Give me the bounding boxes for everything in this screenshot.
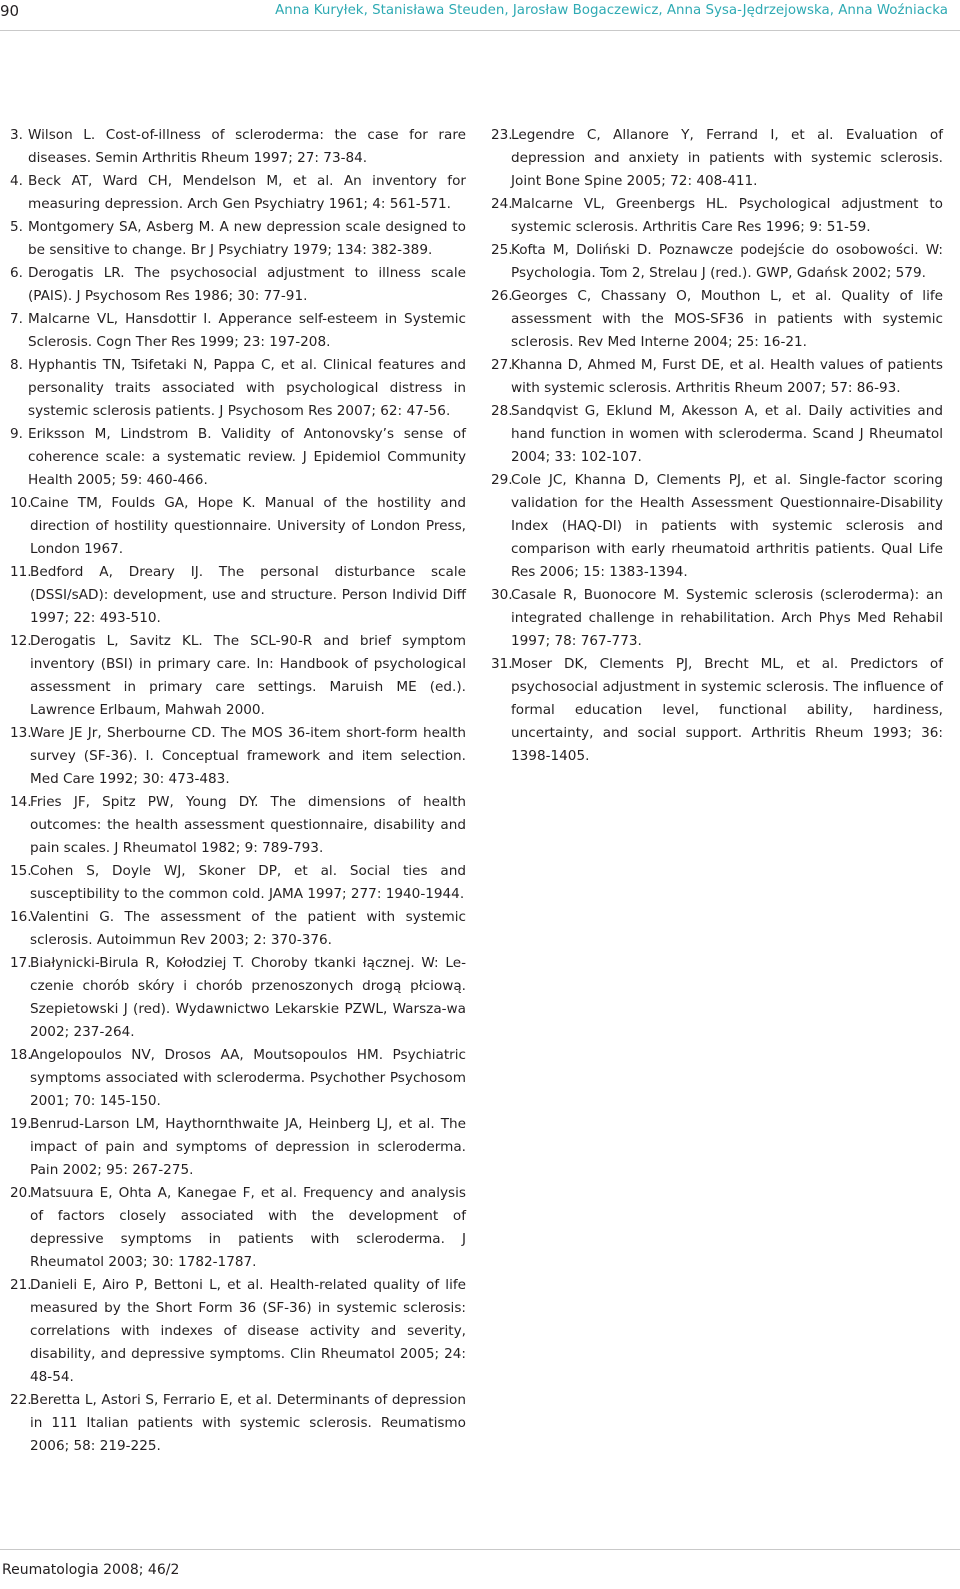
reference-number: 4.: [10, 173, 23, 189]
reference-number: 11.: [10, 564, 32, 580]
reference-number: 10.: [10, 495, 32, 511]
reference-number: 5.: [10, 219, 23, 235]
reference-text: Casale R, Buonocore M. Systemic sclerosis (scleroderma): an integrated challenge in rehabilitation. Arch Phys Med Rehabil 1997; 78: 767-773.: [511, 587, 943, 649]
reference-item: [491, 124, 943, 193]
reference-number: 31.: [491, 656, 513, 672]
reference-item: [10, 1274, 466, 1389]
reference-text: Beck AT, Ward CH, Mendelson M, et al. An inventory for measuring depression. Arch Gen Psychiatry 1961; 4: 561-571.: [28, 173, 466, 212]
reference-text: Bedford A, Dreary IJ. The personal disturbance scale (DSSI/sAD): development, use and structure. Person Individ Diff 1997; 22: 493-510.: [30, 564, 466, 626]
reference-number: 7.: [10, 311, 23, 327]
reference-item: [10, 860, 466, 906]
reference-number: 21.: [10, 1277, 32, 1293]
reference-number: 6.: [10, 265, 23, 281]
reference-number: 29.: [491, 472, 513, 488]
reference-text: Legendre C, Allanore Y, Ferrand I, et al. Evaluation of depression and anxiety in patients with systemic sclerosis. Joint Bone Spine 2005; 72: 408-411.: [511, 127, 943, 189]
reference-item: [10, 722, 466, 791]
reference-number: 23.: [491, 127, 513, 143]
reference-item: [491, 400, 943, 469]
reference-number: 24.: [491, 196, 513, 212]
reference-number: 16.: [10, 909, 32, 925]
reference-item: [491, 584, 943, 653]
reference-text: Derogatis LR. The psychosocial adjustment to illness scale (PAIS). J Psychosom Res 1986; 30: 77-91.: [28, 265, 466, 304]
reference-item: [491, 285, 943, 354]
reference-text: Caine TM, Foulds GA, Hope K. Manual of the hostility and direction of hostility questionnaire. University of London Press, London 1967.: [30, 495, 466, 557]
reference-text: Matsuura E, Ohta A, Kanegae F, et al. Frequency and analysis of factors closely associated with the development of depressive symptoms in patients with scleroderma. J Rheumatol 2003; 30: 1782-1787.: [30, 1185, 466, 1270]
page-number: 90: [0, 2, 20, 20]
running-head-authors: Anna Kuryłek, Stanisława Steuden, Jarosław Bogaczewicz, Anna Sysa-Jędrzejowska, Anna Woźniacka: [275, 3, 948, 18]
reference-text: Derogatis L, Savitz KL. The SCL-90-R and brief symptom inventory (BSI) in primary care. In: Handbook of psychological assessment in primary care settings. Maruish ME (ed.). Lawrence Erlbaum, Mahwah 2000.: [30, 633, 466, 718]
reference-text: Georges C, Chassany O, Mouthon L, et al. Quality of life assessment with the MOS-SF36 in patients with systemic sclerosis. Rev Med Interne 2004; 25: 16-21.: [511, 288, 943, 350]
reference-number: 22.: [10, 1392, 32, 1408]
reference-item: [10, 791, 466, 860]
reference-number: 8.: [10, 357, 23, 373]
reference-number: 19.: [10, 1116, 32, 1132]
reference-item: [10, 952, 466, 1044]
reference-number: 9.: [10, 426, 23, 442]
reference-number: 15.: [10, 863, 32, 879]
reference-text: Montgomery SA, Asberg M. A new depression scale designed to be sensitive to change. Br J Psychiatry 1979; 134: 382-389.: [28, 219, 466, 258]
reference-text: Danieli E, Airo P, Bettoni L, et al. Health-related quality of life measured by the Short Form 36 (SF-36) in systemic sclerosis: correlations with indexes of disease activity and severity, disability, and depressive symptoms. Clin Rheumatol 2005; 24: 48-54.: [30, 1277, 466, 1385]
reference-text: Valentini G. The assessment of the patient with systemic sclerosis. Autoimmun Rev 2003; 2: 370-376.: [30, 909, 466, 948]
reference-number: 28.: [491, 403, 513, 419]
reference-item: [491, 469, 943, 584]
reference-number: 25.: [491, 242, 513, 258]
reference-number: 27.: [491, 357, 513, 373]
header-divider: [0, 30, 960, 31]
reference-item: [10, 561, 466, 630]
reference-text: Cohen S, Doyle WJ, Skoner DP, et al. Social ties and susceptibility to the common cold. JAMA 1997; 277: 1940-1944.: [30, 863, 466, 902]
reference-text: Benrud-Larson LM, Haythornthwaite JA, Heinberg LJ, et al. The impact of pain and symptoms of depression in scleroderma. Pain 2002; 95: 267-275.: [30, 1116, 466, 1178]
reference-text: Beretta L, Astori S, Ferrario E, et al. Determinants of depression in 111 Italian patients with systemic sclerosis. Reumatismo 2006; 58: 219-225.: [30, 1392, 466, 1454]
reference-item: [10, 1113, 466, 1182]
reference-item: [491, 239, 943, 285]
reference-text: Eriksson M, Lindstrom B. Validity of Antonovsky’s sense of coherence scale: a systematic review. J Epidemiol Community Health 2005; 59: 460-466.: [28, 426, 466, 488]
page-header: [0, 0, 960, 30]
reference-item: [491, 354, 943, 400]
reference-item: [10, 630, 466, 722]
reference-item: [10, 170, 466, 216]
references-left-column: [10, 124, 466, 1458]
reference-item: [10, 124, 466, 170]
page-footer: [0, 1549, 960, 1589]
reference-item: [10, 1389, 466, 1458]
reference-number: 12.: [10, 633, 32, 649]
journal-citation: Reumatologia 2008; 46/2: [2, 1562, 180, 1578]
reference-number: 17.: [10, 955, 32, 971]
reference-number: 18.: [10, 1047, 32, 1063]
reference-item: [491, 193, 943, 239]
reference-text: Moser DK, Clements PJ, Brecht ML, et al. Predictors of psychosocial adjustment in systemic sclerosis. The influence of formal education level, functional ability, hardiness, uncertainty, and social support. Arthritis Rheum 1993; 36: 1398-1405.: [511, 656, 943, 764]
reference-item: [10, 1044, 466, 1113]
reference-item: [10, 906, 466, 952]
reference-item: [491, 653, 943, 768]
reference-item: [10, 354, 466, 423]
reference-text: Kofta M, Doliński D. Poznawcze podejście do osobowości. W: Psychologia. Tom 2, Strelau J (red.). GWP, Gdańsk 2002; 579.: [511, 242, 943, 281]
reference-text: Malcarne VL, Greenbergs HL. Psychological adjustment to systemic sclerosis. Arthritis Care Res 1996; 9: 51-59.: [511, 196, 943, 235]
reference-number: 30.: [491, 587, 513, 603]
reference-number: 20.: [10, 1185, 32, 1201]
reference-item: [10, 1182, 466, 1274]
footer-divider: [0, 1549, 960, 1550]
reference-item: [10, 492, 466, 561]
references-right-column: [491, 124, 943, 768]
reference-text: Wilson L. Cost-of-illness of scleroderma: the case for rare diseases. Semin Arthritis Rheum 1997; 27: 73-84.: [28, 127, 466, 166]
reference-item: [10, 262, 466, 308]
reference-item: [10, 308, 466, 354]
reference-text: Białynicki-Birula R, Kołodziej T. Choroby tkanki łącznej. W: Le-czenie chorób skóry i chorób przenoszonych drogą płciową. Szepietowski J (red). Wydawnictwo Lekarskie PZWL, Warsza-wa 2002; 237-264.: [30, 955, 466, 1040]
reference-text: Ware JE Jr, Sherbourne CD. The MOS 36-item short-form health survey (SF-36). I. Conceptual framework and item selection. Med Care 1992; 30: 473-483.: [30, 725, 466, 787]
reference-text: Malcarne VL, Hansdottir I. Apperance self-esteem in Systemic Sclerosis. Cogn Ther Res 1999; 23: 197-208.: [28, 311, 466, 350]
reference-number: 3.: [10, 127, 23, 143]
reference-text: Fries JF, Spitz PW, Young DY. The dimensions of health outcomes: the health assessment questionnaire, disability and pain scales. J Rheumatol 1982; 9: 789-793.: [30, 794, 466, 856]
reference-text: Khanna D, Ahmed M, Furst DE, et al. Health values of patients with systemic sclerosis. Arthritis Rheum 2007; 57: 86-93.: [511, 357, 943, 396]
reference-item: [10, 423, 466, 492]
reference-item: [10, 216, 466, 262]
reference-text: Angelopoulos NV, Drosos AA, Moutsopoulos HM. Psychiatric symptoms associated with scleroderma. Psychother Psychosom 2001; 70: 145-150.: [30, 1047, 466, 1109]
reference-text: Sandqvist G, Eklund M, Akesson A, et al. Daily activities and hand function in women with scleroderma. Scand J Rheumatol 2004; 33: 102-107.: [511, 403, 943, 465]
reference-number: 14.: [10, 794, 32, 810]
reference-text: Cole JC, Khanna D, Clements PJ, et al. Single-factor scoring validation for the Health Assessment Questionnaire-Disability Index (HAQ-DI) in patients with systemic sclerosis and comparison with early rheumatoid arthritis patients. Qual Life Res 2006; 15: 1383-1394.: [511, 472, 943, 580]
reference-number: 13.: [10, 725, 32, 741]
reference-number: 26.: [491, 288, 513, 304]
reference-text: Hyphantis TN, Tsifetaki N, Pappa C, et al. Clinical features and personality traits associated with psychological distress in systemic sclerosis patients. J Psychosom Res 2007; 62: 47-56.: [28, 357, 466, 419]
